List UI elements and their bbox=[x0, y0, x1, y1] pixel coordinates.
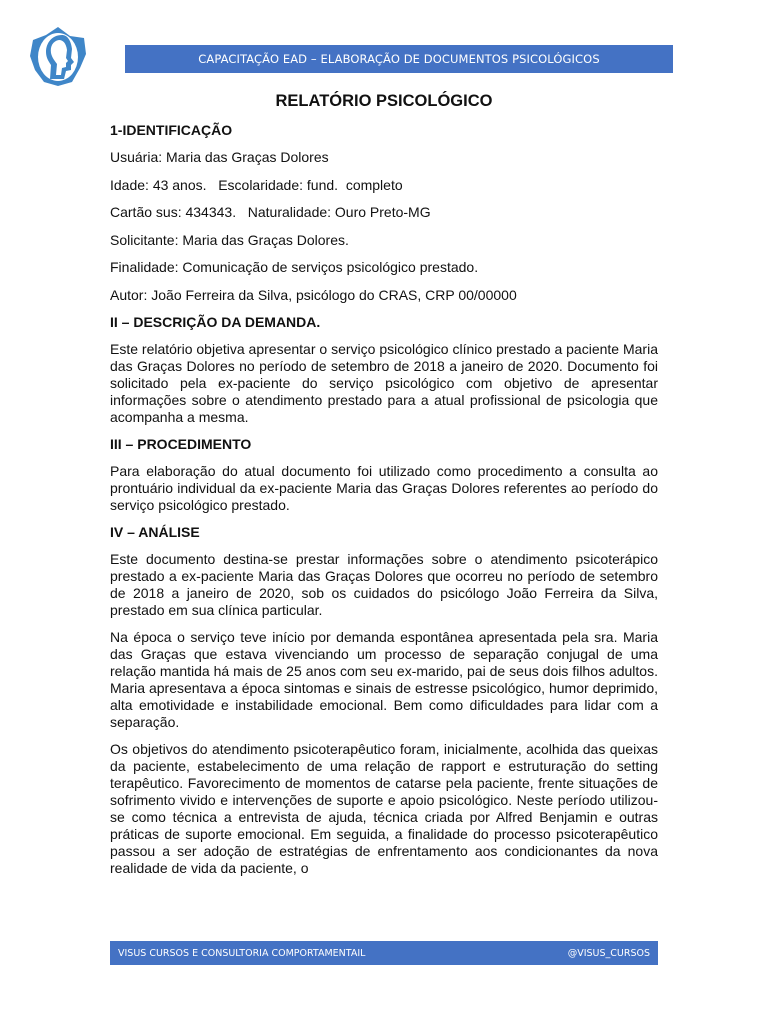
identification-author: Autor: João Ferreira da Silva, psicólogo do CRAS, CRP 00/00000 bbox=[110, 286, 517, 303]
demand-paragraph: Este relatório objetiva apresentar o serviço psicológico clínico prestado a paciente Maria das Graças Dolores no período de setembro de 2018 a janeiro de 2020. Documento foi solicitado pela ex-paciente do serviço psicológico com objetivo de apresentar informações sobre o atendimento prestado para a atual profissional de psicologia que acompanha a mesma. bbox=[110, 341, 658, 425]
footer-left-text: VISUS CURSOS E CONSULTORIA COMPORTAMENTAIL bbox=[118, 947, 366, 959]
identification-age-schooling: Idade: 43 anos. Escolaridade: fund. completo bbox=[110, 176, 403, 193]
section-demand-heading: II – DESCRIÇÃO DA DEMANDA. bbox=[110, 314, 321, 330]
identification-requester: Solicitante: Maria das Graças Dolores. bbox=[110, 231, 349, 248]
analysis-paragraph-1: Este documento destina-se prestar informações sobre o atendimento psicoterápico prestado a ex-paciente Maria das Graças Dolores que ocorreu no período de setembro de 2018 a janeiro de 2020, sob os cuidados do psicólogo João Ferreira da Silva, prestado em sua clínica particular. bbox=[110, 551, 658, 618]
head-profile-logo-icon bbox=[26, 24, 90, 90]
footer-right-text: @VISUS_CURSOS bbox=[567, 947, 650, 959]
analysis-paragraph-2: Na época o serviço teve início por demanda espontânea apresentada pela sra. Maria das Graças que estava vivenciando um processo de separação conjugal de uma relação mantida há mais de 25 anos com seu ex-marido, pai de seus dois filhos adultos. Maria apresentava a época sintomas e sinais de estresse psicológico, humor deprimido, alta emotividade e instabilidade emocional. Bem como dificuldades para lidar com a separação. bbox=[110, 629, 658, 730]
identification-card-origin: Cartão sus: 434343. Naturalidade: Ouro Preto-MG bbox=[110, 204, 431, 220]
document-body bbox=[110, 88, 658, 887]
document-title: RELATÓRIO PSICOLÓGICO bbox=[275, 92, 493, 110]
header-banner-text: CAPACITAÇÃO EAD – ELABORAÇÃO DE DOCUMENTOS PSICOLÓGICOS bbox=[198, 52, 600, 66]
analysis-paragraph-3: Os objetivos do atendimento psicoterapêutico foram, inicialmente, acolhida das queixas da paciente, estabelecimento de uma relação de rapport e estruturação do setting terapêutico. Favorecimento de momentos de catarse pela paciente, frente situações de sofrimento vivido e intervenções de suporte e apoio psicológico. Neste período utilizou-se como técnica a entrevista de ajuda, técnica criada por Alfred Benjamin e outras práticas de suporte emocional. Em seguida, a finalidade do processo psicoterapêutico passou a ser adoção de estratégias de enfrentamento aos condicionantes da nova realidade de vida da paciente, o bbox=[110, 741, 658, 876]
identification-user: Usuária: Maria das Graças Dolores bbox=[110, 149, 329, 165]
identification-purpose: Finalidade: Comunicação de serviços psicológico prestado. bbox=[110, 259, 479, 275]
section-identification-heading: 1-IDENTIFICAÇÃO bbox=[110, 122, 233, 138]
section-procedure-heading: III – PROCEDIMENTO bbox=[110, 436, 252, 452]
header-banner bbox=[125, 45, 673, 73]
section-analysis-heading: IV – ANÁLISE bbox=[110, 524, 200, 540]
footer-banner bbox=[110, 941, 658, 965]
procedure-paragraph: Para elaboração do atual documento foi utilizado como procedimento a consulta ao prontuário individual da ex-paciente Maria das Graças Dolores referentes ao período do serviço psicológico prestado. bbox=[110, 463, 658, 513]
